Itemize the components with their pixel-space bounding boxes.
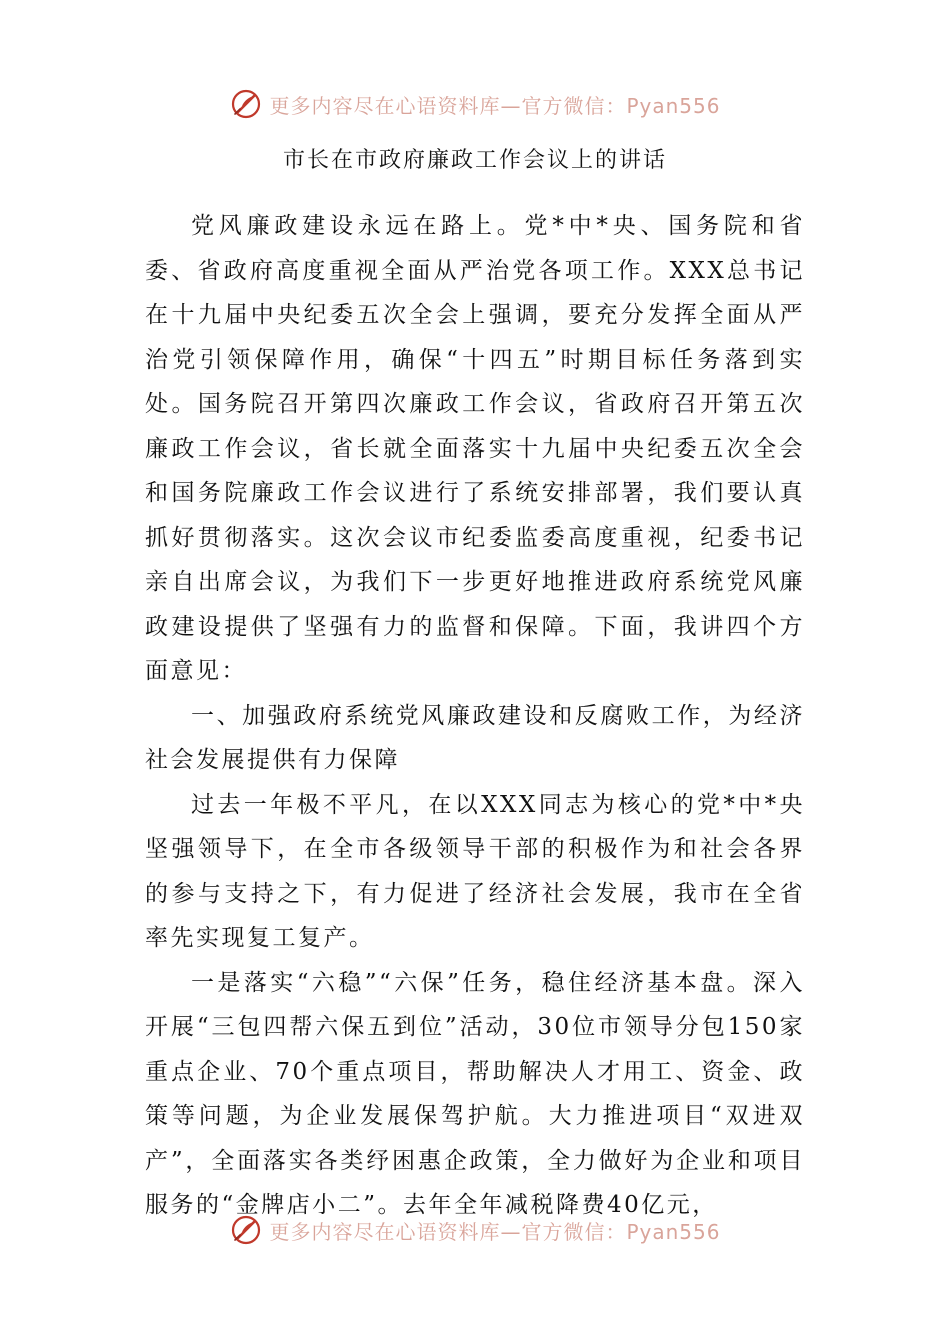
header-watermark-text: 更多内容尽在心语资料库—官方微信：Pyan556 [269, 93, 721, 118]
paragraph-review: 过去一年极不平凡，在以XXX同志为核心的党*中*央坚强领导下，在全市各级领导干部的积极作为和社会各界的参与支持之下，有力促进了经济社会发展，我市在全省率先实现复工复产。 [145, 791, 805, 951]
section-heading-1: 一、加强政府系统党风廉政建设和反腐败工作，为经济社会发展提供有力保障 [145, 702, 805, 773]
quill-pen-logo-icon [229, 1213, 263, 1247]
quill-pen-logo-icon [229, 87, 263, 121]
document-body [145, 204, 805, 1228]
footer-watermark-banner [0, 1210, 950, 1250]
document-title: 市长在市政府廉政工作会议上的讲话 [282, 148, 667, 173]
paragraph-point-1: 一是落实“六稳”“六保”任务，稳住经济基本盘。深入开展“三包四帮六保五到位”活动，30位市领导分包150家重点企业、70个重点项目，帮助解决人才用工、资金、政策等问题，为企业发展保驾护航。大力推进项目“双进双产”，全面落实各类纾困惠企政策，全力做好为企业和项目服务的“金牌店小二”。去年全年减税降费40亿元， [145, 969, 805, 1218]
footer-watermark-text: 更多内容尽在心语资料库—官方微信：Pyan556 [269, 1219, 721, 1244]
header-watermark-banner [0, 84, 950, 124]
paragraph-intro: 党风廉政建设永远在路上。党*中*央、国务院和省委、省政府高度重视全面从严治党各项工作。XXX总书记在十九届中央纪委五次全会上强调，要充分发挥全面从严治党引领保障作用，确保“十四五”时期目标任务落到实处。国务院召开第四次廉政工作会议，省政府召开第五次廉政工作会议，省长就全面落实十九届中央纪委五次全会和国务院廉政工作会议进行了系统安排部署，我们要认真抓好贯彻落实。这次会议市纪委监委高度重视，纪委书记亲自出席会议，为我们下一步更好地推进政府系统党风廉政建设提供了坚强有力的监督和保障。下面，我讲四个方面意见： [145, 213, 805, 684]
